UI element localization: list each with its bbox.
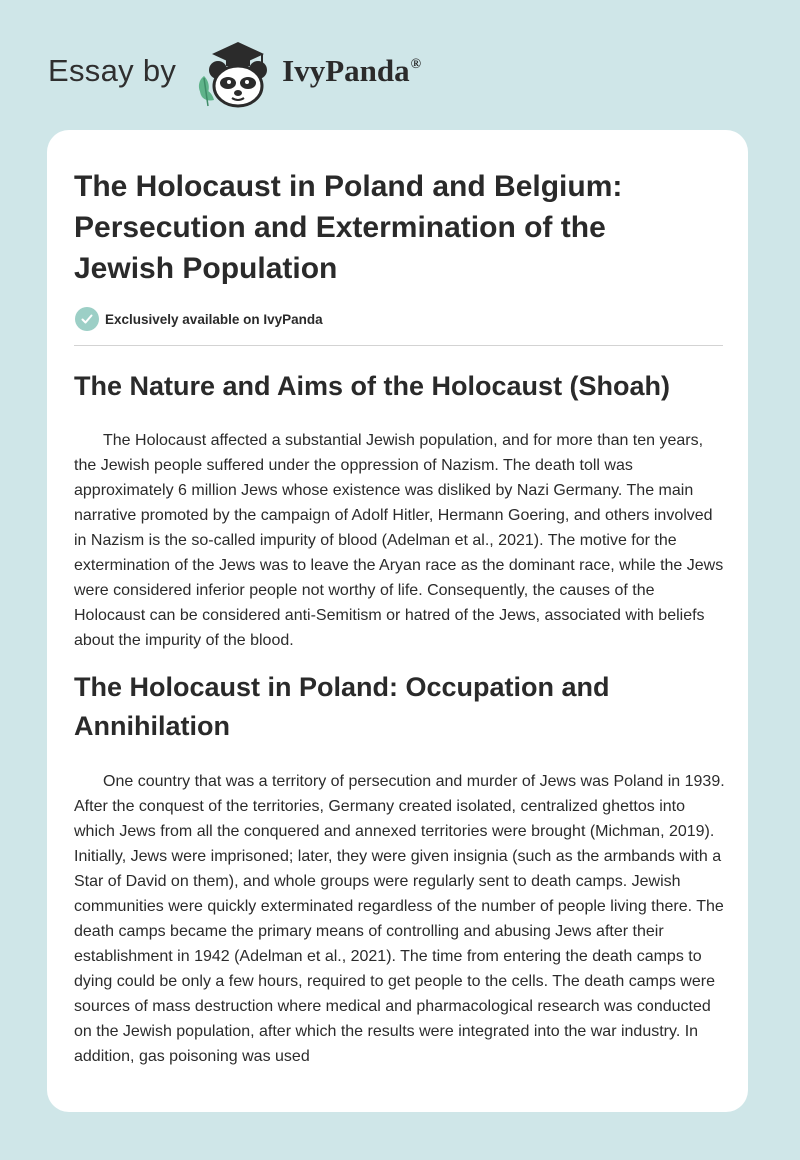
divider	[74, 345, 723, 346]
essay-title: The Holocaust in Poland and Belgium: Persecution and Extermination of the Jewish Population	[74, 170, 623, 285]
section-paragraph: One country that was a territory of persecution and murder of Jews was Poland in 1939. After the conquest of the territories, Germany created isolated, centralized ghettos into which Jews from all the conquered and annexed territories were brought (Michman, 2019). Initially, Jews were imprisoned; later, they were given insignia (such as the armbands with a Star of David on them), and whole groups were regularly sent to death camps. Jewish communities were quickly exterminated regardless of the number of people living there. The death camps became the primary means of controlling and abusing Jews after their establishment in 1942 (Adelman et al., 2021). The time from entering the death camps to dying could be only a few hours, required to get people to the cells. The death camps were sources of mass destruction where medical and pharmacological research was conducted on the Jewish population, after which the results were integrated into the war industry. In addition, gas poisoning was used	[74, 773, 725, 1065]
essay-by-label: Essay by	[48, 53, 177, 88]
section-heading: The Holocaust in Poland: Occupation and Annihilation	[74, 672, 610, 741]
trademark-symbol: ®	[410, 57, 422, 72]
section-heading: The Nature and Aims of the Holocaust (Shoah)	[74, 371, 671, 401]
exclusive-badge	[75, 307, 323, 331]
section-paragraph: The Holocaust affected a substantial Jewish population, and for more than ten years, the Jewish people suffered under the oppression of Nazism. The death toll was approximately 6 million Jews whose existence was disliked by Nazi Germany. The main narrative promoted by the campaign of Adolf Hitler, Hermann Goering, and others involved in Nazism is the so-called impurity of blood (Adelman et al., 2021). The motive for the extermination of the Jews was to leave the Aryan race as the dominant race, while the Jews were considered inferior people not worthy of life. Consequently, the causes of the Holocaust can be considered anti-Semitism or hatred of the Jews, associated with beliefs about the impurity of the blood.	[74, 432, 724, 649]
essay-card	[47, 130, 748, 1112]
exclusive-badge-label: Exclusively available on IvyPanda	[105, 311, 323, 327]
check-icon	[75, 307, 99, 331]
site-header	[48, 36, 421, 110]
brand-name[interactable]: IvyPanda®	[282, 53, 422, 88]
panda-graduate-icon[interactable]	[192, 36, 280, 110]
